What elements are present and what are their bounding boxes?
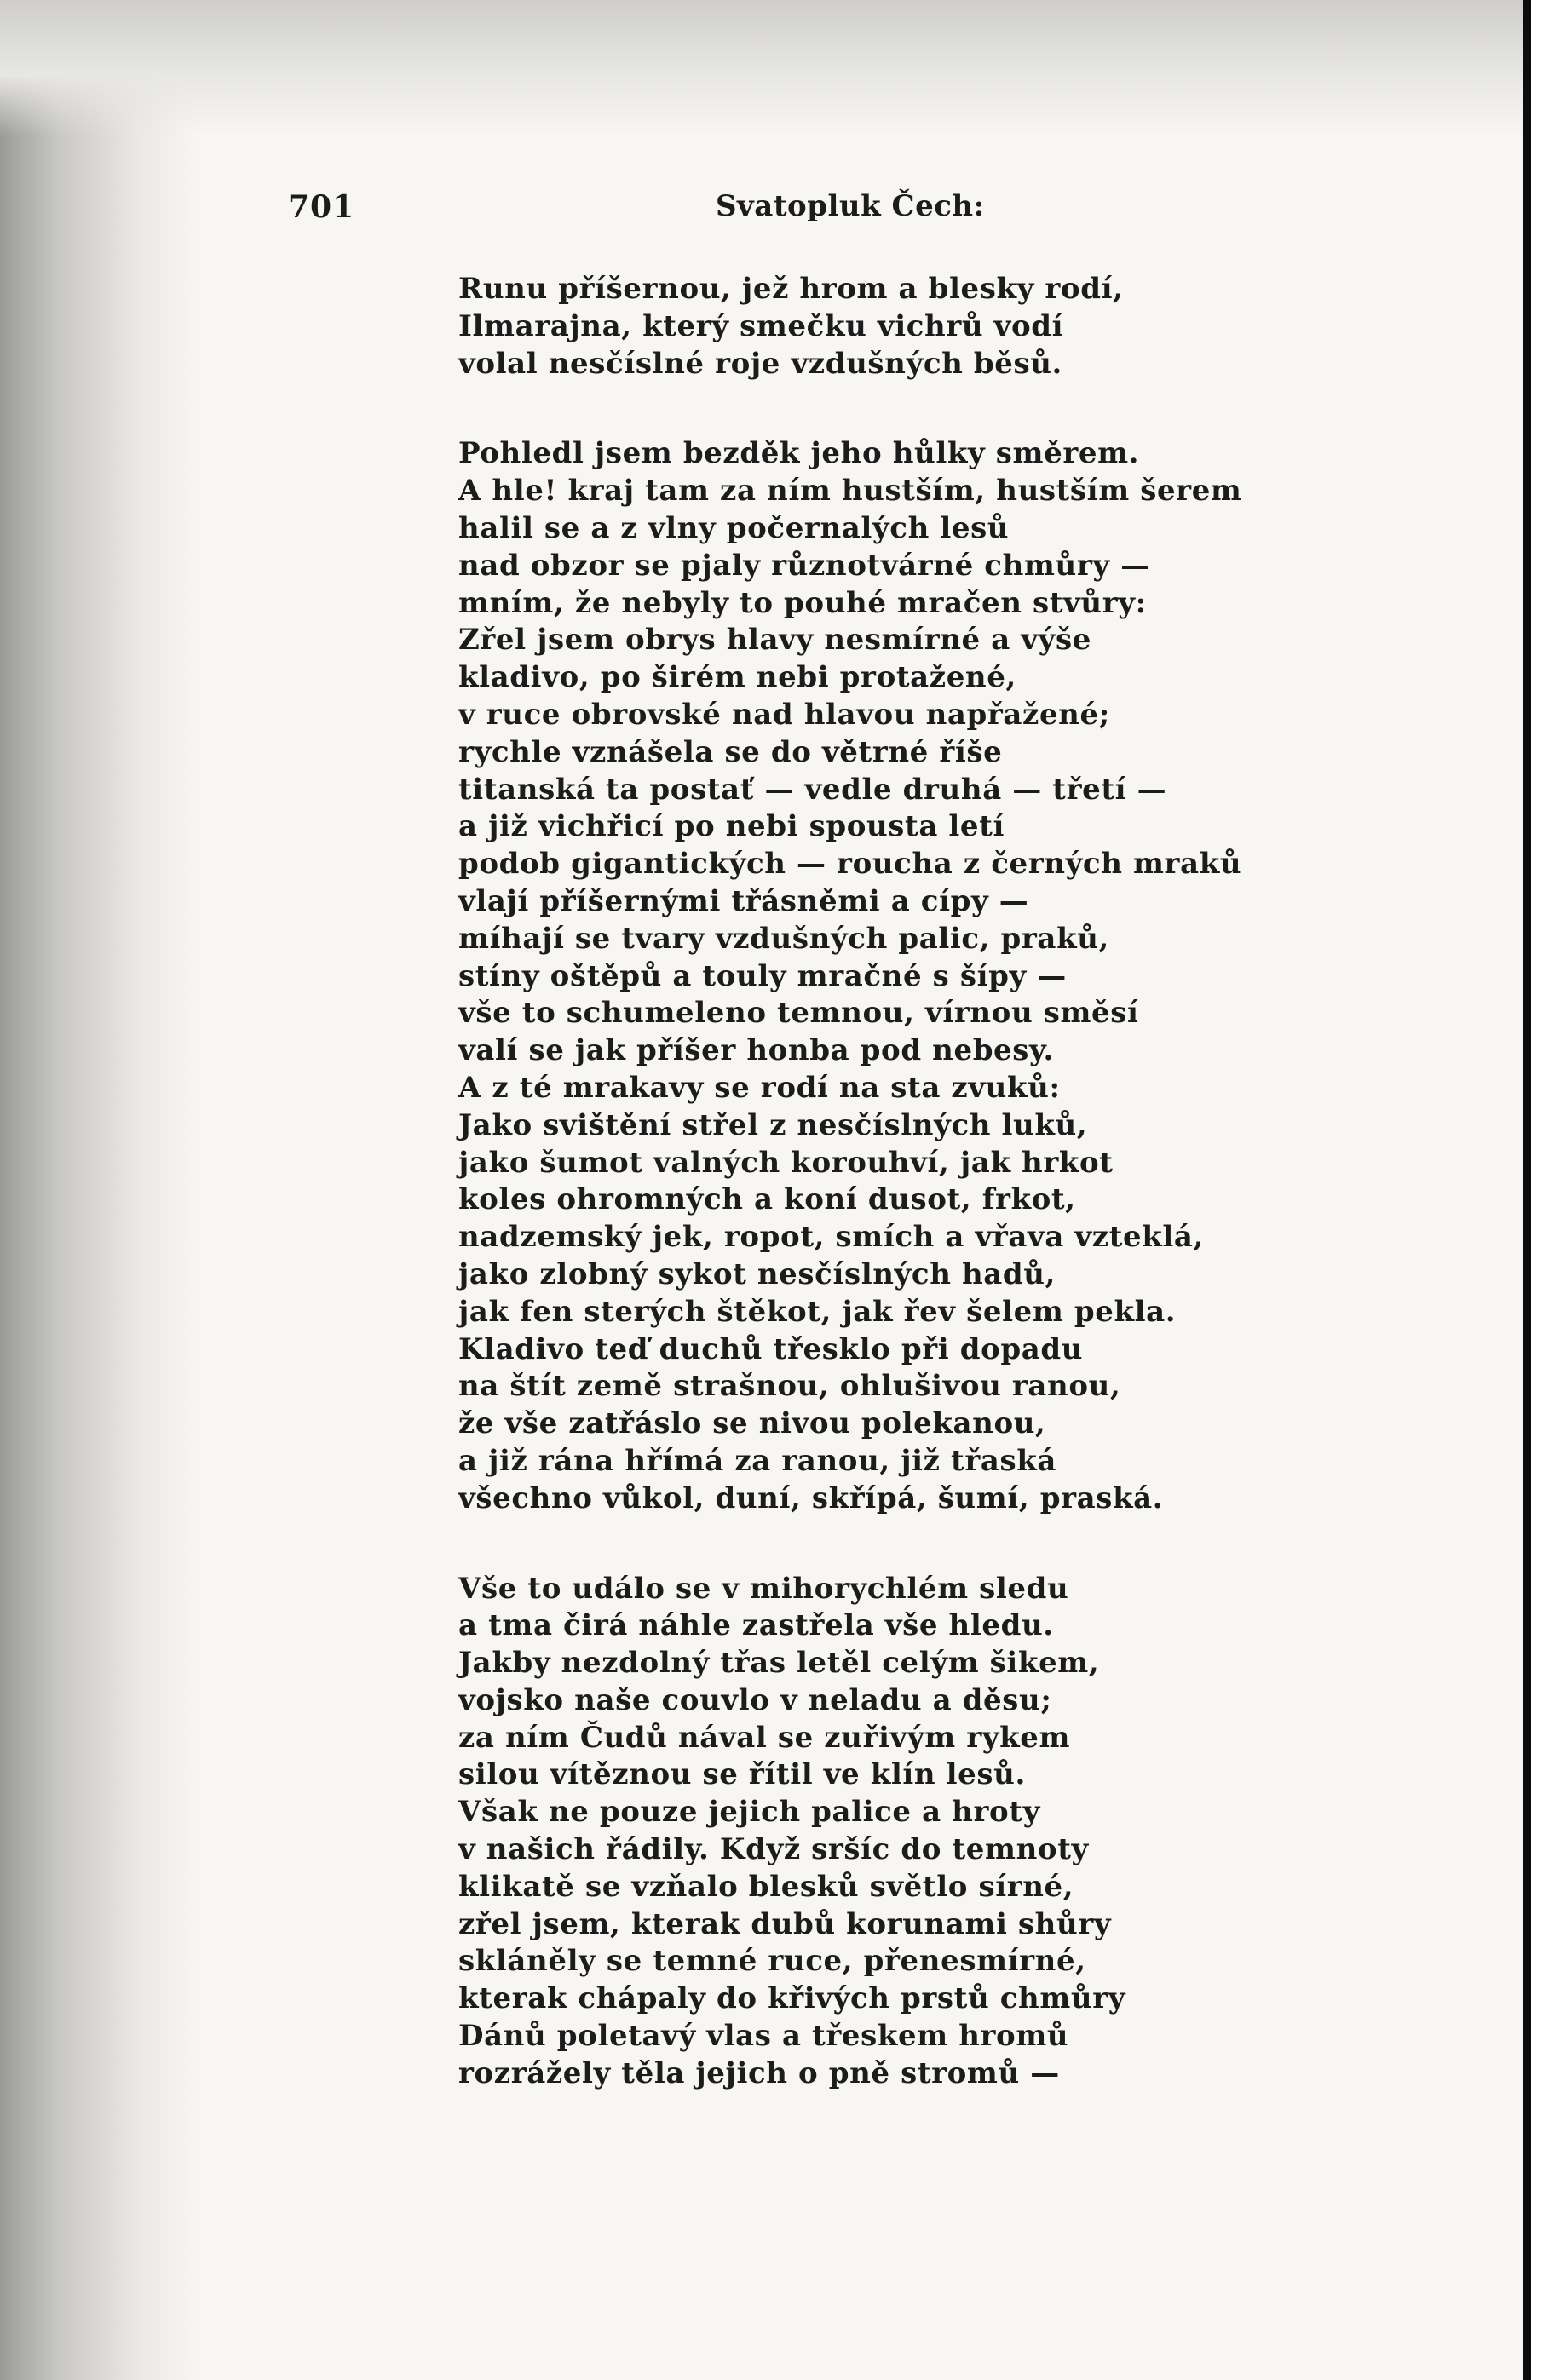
poem-line: zřel jsem, kterak dubů korunami shůry bbox=[458, 1906, 1112, 1941]
poem-line: A z té mrakavy se rodí na sta zvuků: bbox=[458, 1070, 1061, 1105]
poem-line: skláněly se temné ruce, přenesmírné, bbox=[458, 1944, 1086, 1979]
page-header bbox=[0, 189, 1560, 232]
stanza-2 bbox=[458, 435, 1379, 1517]
poem-line: v ruce obrovské nad hlavou napřažené; bbox=[458, 697, 1110, 732]
poem-line: koles ohromných a koní dusot, frkot, bbox=[458, 1182, 1076, 1217]
poem-line: Zřel jsem obrys hlavy nesmírné a výše bbox=[458, 623, 1091, 658]
poem-line: za ním Čudů nával se zuřivým rykem bbox=[458, 1720, 1071, 1755]
poem-line: Dánů poletavý vlas a třeskem hromů bbox=[458, 2019, 1069, 2054]
poem-line: Jakby nezdolný třas letěl celým šikem, bbox=[458, 1646, 1100, 1681]
poem-line: Kladivo teď duchů třesklo při dopadu bbox=[458, 1331, 1084, 1366]
scan-shadow-left bbox=[0, 0, 196, 2380]
poem-line: vojsko naše couvlo v neladu a děsu; bbox=[458, 1682, 1052, 1717]
poem-line: A hle! kraj tam za ním hustším, hustším šerem bbox=[458, 474, 1242, 509]
poem-body bbox=[458, 271, 1379, 2093]
poem-line: nad obzor se pjaly různotvárné chmůry — bbox=[458, 548, 1150, 583]
poem-line: stíny oštěpů a touly mračné s šípy — bbox=[458, 958, 1067, 993]
poem-line: a již rána hřímá za ranou, již třaská bbox=[458, 1443, 1057, 1478]
poem-line: rychle vznášela se do větrné říše bbox=[458, 734, 1003, 769]
poem-line: a již vichřicí po nebi spousta letí bbox=[458, 809, 1005, 844]
poem-line: mním, že nebyly to pouhé mračen stvůry: bbox=[458, 585, 1147, 620]
scan-shadow-top bbox=[0, 0, 1560, 136]
poem-line: vlají příšernými třásněmi a cípy — bbox=[458, 883, 1029, 918]
stanza-1 bbox=[458, 271, 1379, 382]
poem-line: klikatě se vzňalo blesků světlo sírné, bbox=[458, 1869, 1074, 1904]
poem-line: kterak chápaly do křivých prstů chmůry bbox=[458, 1981, 1126, 2016]
poem-line: kladivo, po širém nebi protažené, bbox=[458, 660, 1016, 695]
page-number: 701 bbox=[288, 189, 355, 225]
poem-line: Ilmarajna, který smečku vichrů vodí bbox=[458, 308, 1064, 343]
poem-line: Však ne pouze jejich palice a hroty bbox=[458, 1795, 1040, 1830]
poem-line: že vše zatřáslo se nivou polekanou, bbox=[458, 1406, 1046, 1441]
poem-line: nadzemský jek, ropot, smích a vřava vzteklá, bbox=[458, 1220, 1204, 1255]
poem-line: míhají se tvary vzdušných palic, praků, bbox=[458, 921, 1109, 956]
poem-line: titanská ta postať — vedle druhá — třetí — bbox=[458, 772, 1167, 807]
poem-line: a tma čirá náhle zastřela vše hledu. bbox=[458, 1608, 1054, 1643]
poem-line: jak fen sterých štěkot, jak řev šelem pekla. bbox=[458, 1294, 1177, 1329]
poem-line: halil se a z vlny počernalých lesů bbox=[458, 510, 1010, 545]
stanza-break bbox=[458, 1518, 1379, 1571]
poem-line: vše to schumeleno temnou, vírnou směsí bbox=[458, 996, 1139, 1031]
poem-line: všechno vůkol, duní, skřípá, šumí, praská. bbox=[458, 1480, 1164, 1515]
poem-line: rozrážely těla jejich o pně stromů — bbox=[458, 2055, 1060, 2090]
poem-line: Pohledl jsem bezděk jeho hůlky směrem. bbox=[458, 436, 1140, 471]
poem-line: Jako svištění střel z nesčíslných luků, bbox=[458, 1107, 1088, 1142]
scan-edge-right bbox=[1523, 0, 1560, 2380]
stanza-3 bbox=[458, 1571, 1379, 2093]
poem-line: silou vítěznou se řítil ve klín lesů. bbox=[458, 1757, 1026, 1792]
poem-line: na štít země strašnou, ohlušivou ranou, bbox=[458, 1369, 1121, 1404]
poem-line: jako zlobný sykot nesčíslných hadů, bbox=[458, 1256, 1056, 1291]
poem-line: podob gigantických — roucha z černých mraků bbox=[458, 847, 1242, 882]
poem-line: volal nesčíslné roje vzdušných běsů. bbox=[458, 346, 1062, 381]
poem-line: v našich řádily. Když sršíc do temnoty bbox=[458, 1832, 1089, 1867]
poem-line: Runu příšernou, jež hrom a blesky rodí, bbox=[458, 272, 1124, 306]
poem-line: jako šumot valných korouhví, jak hrkot bbox=[458, 1145, 1114, 1180]
stanza-break bbox=[458, 382, 1379, 435]
running-head: Svatopluk Čech: bbox=[716, 189, 985, 223]
poem-line: Vše to událo se v mihorychlém sledu bbox=[458, 1571, 1069, 1606]
poem-line: valí se jak příšer honba pod nebesy. bbox=[458, 1033, 1054, 1068]
